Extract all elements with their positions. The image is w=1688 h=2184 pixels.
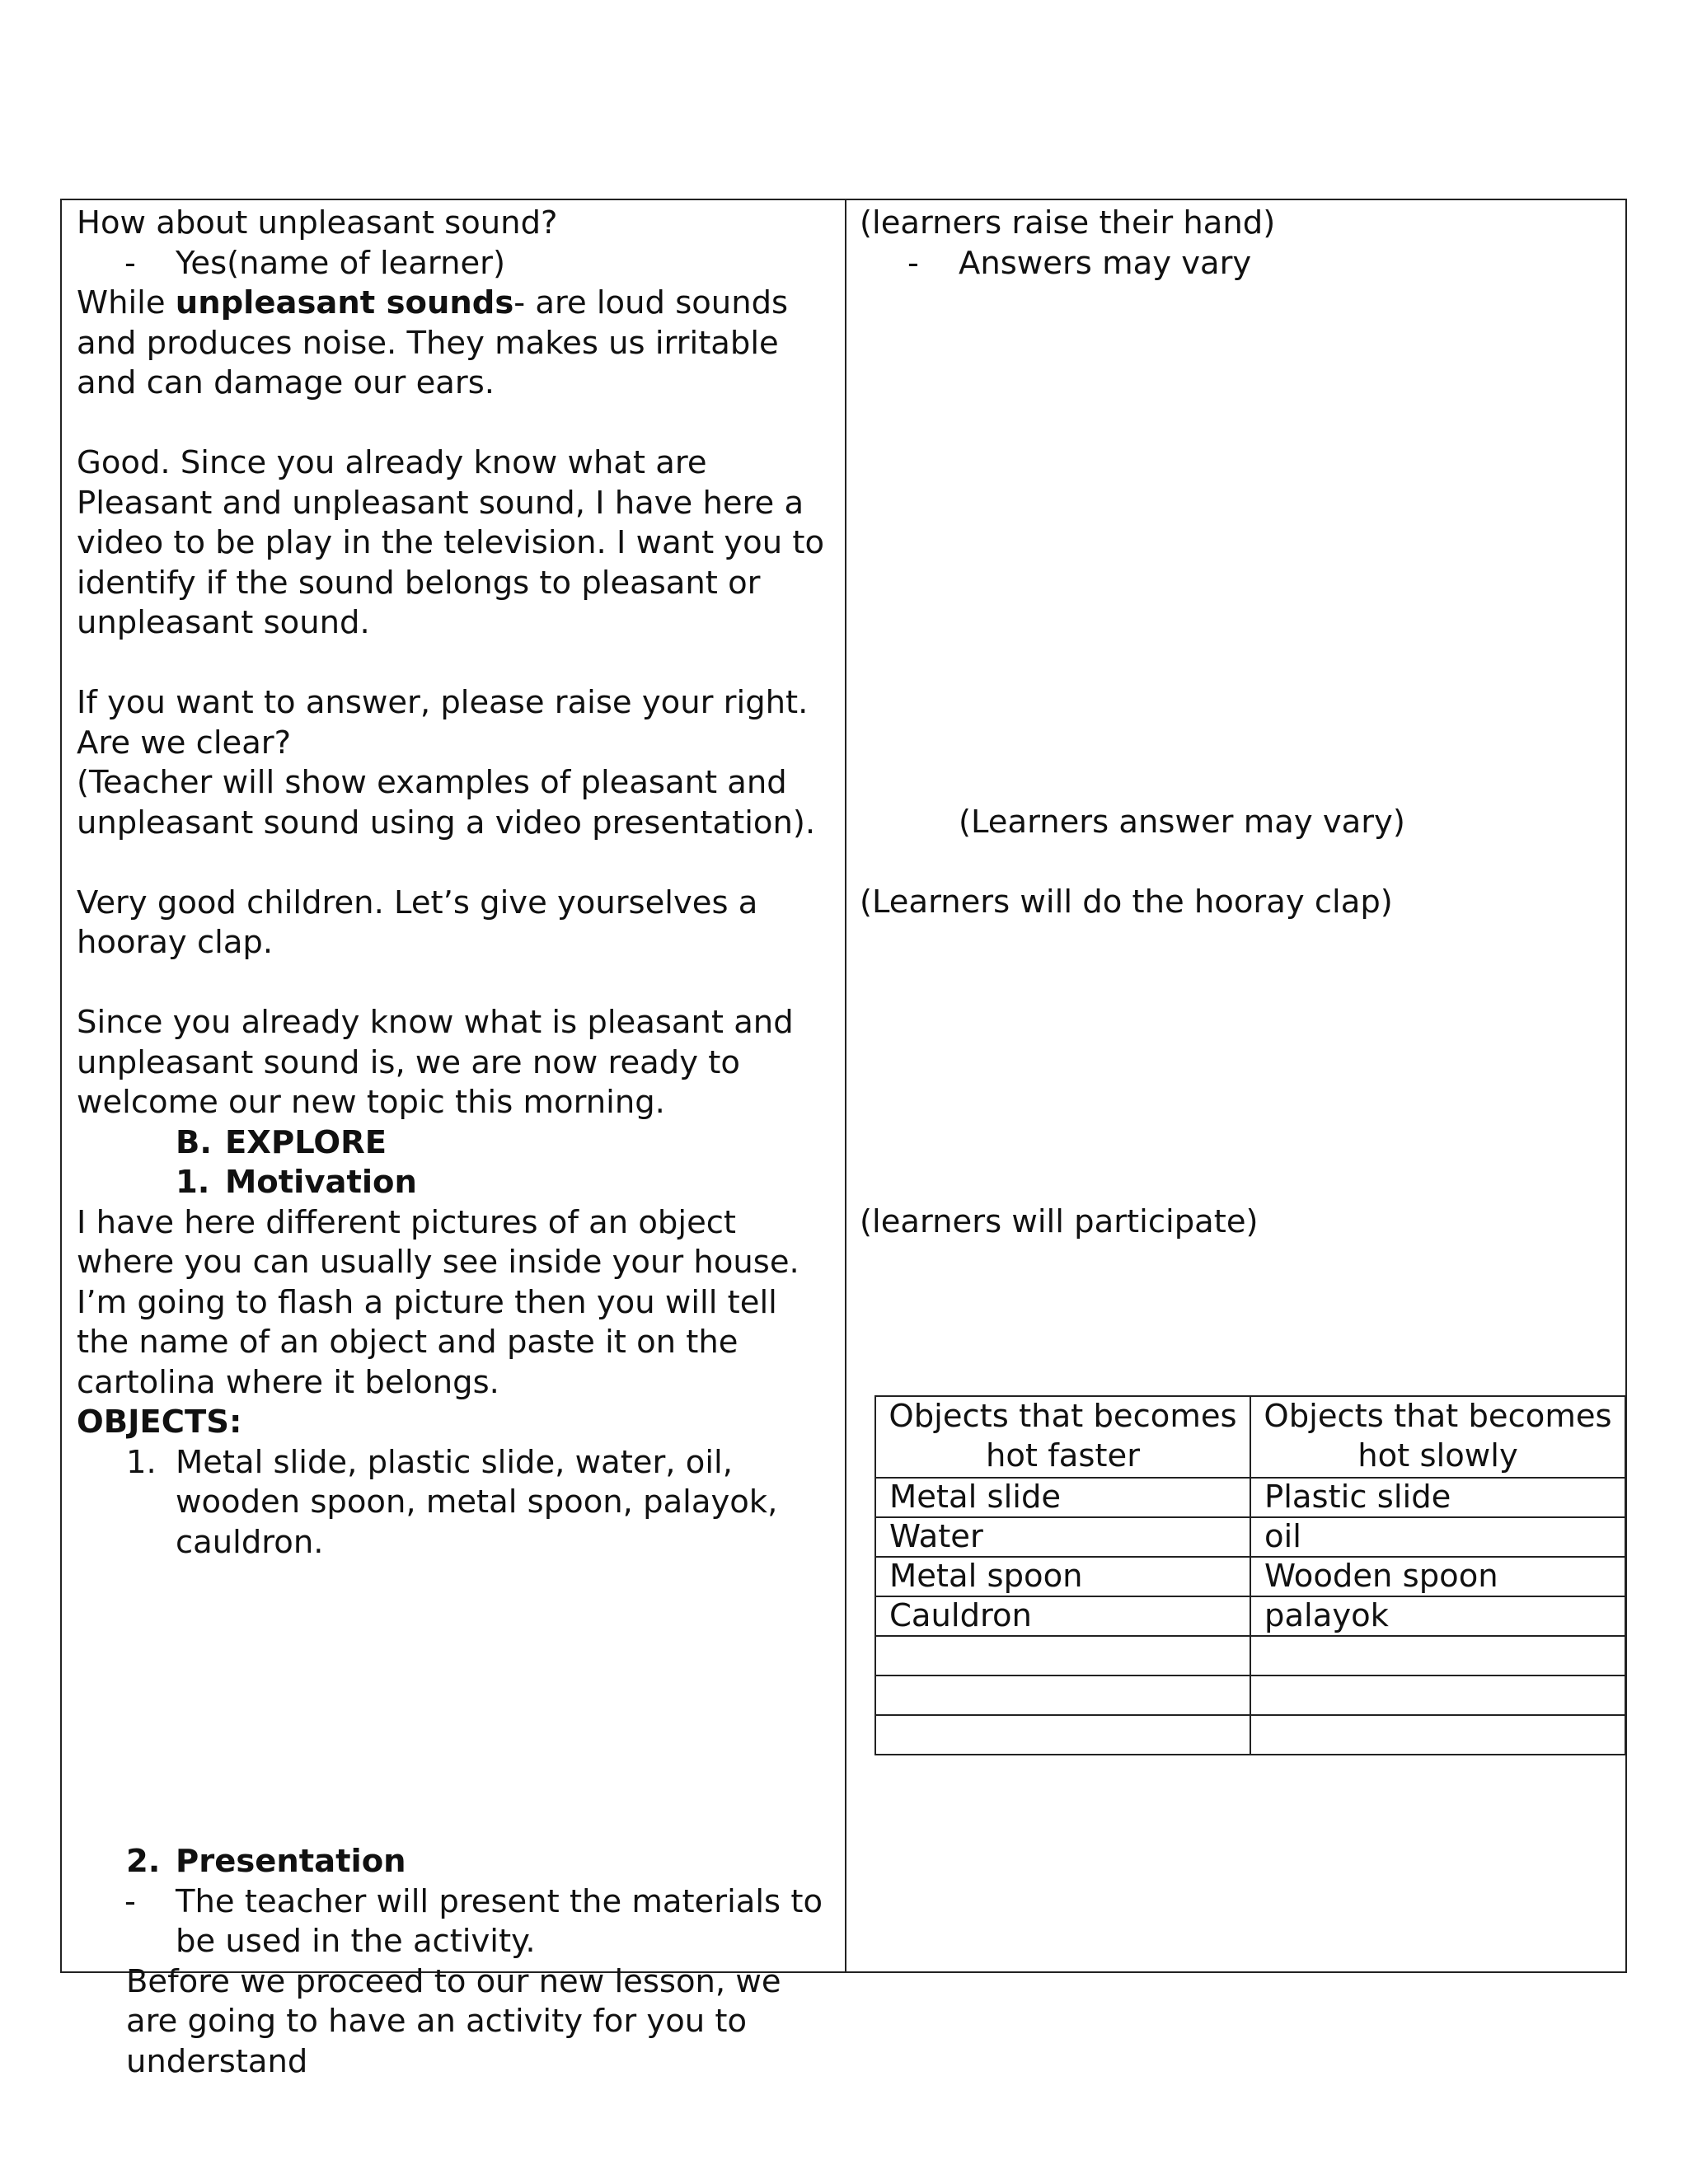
spacer <box>77 963 839 1004</box>
table-row <box>875 1596 1625 1636</box>
table-cell: oil <box>1250 1517 1625 1557</box>
objects-number: 1. <box>126 1443 157 1481</box>
explore-heading <box>77 1123 839 1164</box>
spacer <box>77 1563 839 1842</box>
unpleasant-definition <box>77 284 839 404</box>
while-prefix: While <box>77 284 176 321</box>
teacher-activity-column <box>77 204 839 2082</box>
table-cell <box>875 1636 1250 1675</box>
lesson-plan-table <box>60 199 1627 2080</box>
table-cell: Plastic slide <box>1250 1478 1625 1517</box>
motivation-number: 1. <box>176 1164 210 1201</box>
answers-vary-item <box>860 244 1251 284</box>
table-cell <box>1250 1715 1625 1755</box>
dash-bullet: - <box>124 244 136 282</box>
table-cell <box>875 1715 1250 1755</box>
header-hot-faster: Objects that becomes hot faster <box>875 1396 1250 1478</box>
table-header-row <box>875 1396 1625 1478</box>
dash-bullet: - <box>124 1882 136 1920</box>
table-row <box>875 1715 1625 1755</box>
presentation-label: Presentation <box>176 1843 406 1880</box>
table-cell: Metal slide <box>875 1478 1250 1517</box>
motivation-label: Motivation <box>225 1164 417 1201</box>
column-divider <box>845 200 846 1971</box>
very-good-paragraph: Very good children. Let’s give yourselves a hooray clap. <box>77 883 758 961</box>
objects-list-item <box>77 1443 839 1563</box>
hooray-clap-text: (Learners will do the hooray clap) <box>860 883 1393 921</box>
teacher-show-paragraph: (Teacher will show examples of pleasant and unpleasant sound using a video presentation). <box>77 764 816 841</box>
motivation-heading <box>77 1163 839 1203</box>
objects-list-text: Metal slide, plastic slide, water, oil, wooden spoon, metal spoon, palayok, cauldron. <box>176 1443 778 1561</box>
table-row <box>875 1675 1625 1715</box>
objects-label <box>77 1403 839 1443</box>
table-cell: Cauldron <box>875 1596 1250 1636</box>
yes-name-text: Yes(name of learner) <box>176 244 506 282</box>
table-cell: Water <box>875 1517 1250 1557</box>
motivation-paragraph: I have here different pictures of an object where you can usually see inside your house. I’m going to flash a picture then you will tell the name of an object and paste it on the cartolina where it belongs. <box>77 1203 799 1401</box>
unpleasant-definition-rest: - are loud sounds and produces noise. They makes us irritable and can damage our ears. <box>77 284 789 401</box>
unpleasant-sounds-term: unpleasant sounds <box>175 284 514 321</box>
objects-sorting-table <box>874 1395 1626 1755</box>
explore-label: EXPLORE <box>225 1123 387 1161</box>
table-row <box>875 1478 1625 1517</box>
participate-text: (learners will participate) <box>860 1203 1259 1240</box>
before-paragraph: Before we proceed to our new lesson, we are going to have an activity for you to understand <box>126 1962 781 2080</box>
raise-paragraph: If you want to answer, please raise your right. Are we clear? <box>77 684 809 762</box>
presentation-item-text: The teacher will present the materials to be used in the activity. <box>176 1882 823 1960</box>
table-cell: Wooden spoon <box>1250 1557 1625 1596</box>
learners-answer-text: (Learners answer may vary) <box>959 804 1405 841</box>
table-cell <box>1250 1636 1625 1675</box>
explore-number: B. <box>176 1123 212 1161</box>
dash-bullet: - <box>907 244 919 282</box>
good-paragraph: Good. Since you already know what are Pleasant and unpleasant sound, I have here a video to be play in the television. I want you to identify if the sound belongs to pleasant or unpleasant sound. <box>77 444 825 641</box>
spacer <box>77 404 839 444</box>
spacer <box>77 644 839 684</box>
header-hot-slowly: Objects that becomes hot slowly <box>1250 1396 1625 1478</box>
table-cell <box>875 1675 1250 1715</box>
table-cell <box>1250 1675 1625 1715</box>
presentation-number: 2. <box>126 1843 161 1880</box>
learner-activity-column <box>860 204 1618 1967</box>
table-row <box>875 1517 1625 1557</box>
answers-vary-text: Answers may vary <box>959 244 1252 282</box>
since-paragraph: Since you already know what is pleasant and unpleasant sound is, we are now ready to welcome our new topic this morning. <box>77 1004 794 1121</box>
yes-name-item <box>77 244 839 284</box>
objects-heading: OBJECTS: <box>77 1404 242 1441</box>
presentation-item <box>77 1882 839 1962</box>
table-cell: palayok <box>1250 1596 1625 1636</box>
question-unpleasant: How about unpleasant sound? <box>77 204 558 241</box>
presentation-heading <box>77 1842 839 1882</box>
spacer <box>77 843 839 883</box>
raise-hand-text: (learners raise their hand) <box>860 204 1276 241</box>
table-row <box>875 1636 1625 1675</box>
table-row <box>875 1557 1625 1596</box>
table-cell: Metal spoon <box>875 1557 1250 1596</box>
